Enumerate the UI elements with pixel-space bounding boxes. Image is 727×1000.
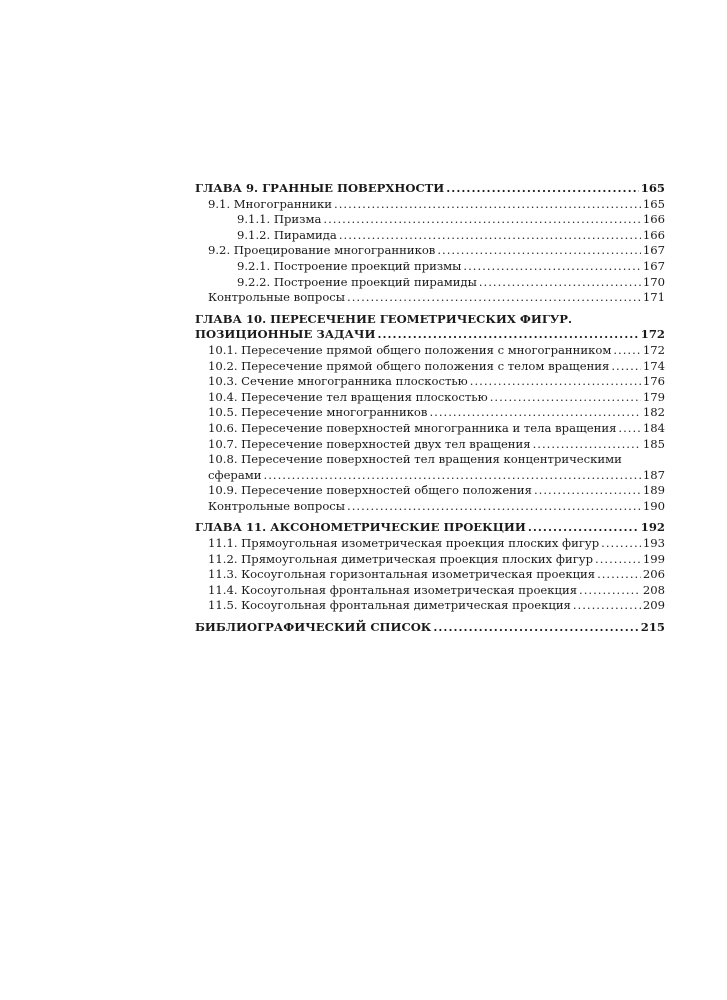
toc-title: 10.5. Пересечение многогранников	[208, 405, 428, 420]
toc-section-10-3	[195, 374, 665, 390]
toc-review-questions-10	[195, 499, 665, 515]
dot-leader	[528, 520, 639, 536]
toc-title: ПОЗИЦИОННЫЕ ЗАДАЧИ	[195, 327, 376, 342]
toc-section-9-2	[195, 243, 665, 259]
dot-leader	[463, 259, 640, 275]
dot-leader	[446, 181, 639, 197]
toc-page-number: 190	[642, 498, 665, 513]
toc-chapter-10-line1: ГЛАВА 10. ПЕРЕСЕЧЕНИЕ ГЕОМЕТРИЧЕСКИХ ФИГУР.	[195, 311, 573, 326]
toc-chapter-10	[195, 327, 665, 343]
toc-section-10-8-line1: 10.8. Пересечение поверхностей тел вращения концентрическими	[208, 452, 622, 467]
toc-page-number: 199	[642, 551, 665, 566]
toc-section-10-1	[195, 343, 665, 359]
toc-title: 10.6. Пересечение поверхностей многогранника и тела вращения	[208, 420, 617, 435]
toc-section-10-4	[195, 390, 665, 406]
dot-leader	[533, 437, 641, 453]
dot-leader	[601, 536, 641, 552]
toc-page-number: 187	[642, 467, 665, 482]
toc-section-11-2	[195, 552, 665, 568]
toc-page-number: 208	[642, 582, 665, 597]
dot-leader	[490, 390, 641, 406]
toc-title: 11.5. Косоугольная фронтальная диметрическая проекция	[208, 598, 571, 613]
toc-section-9-1-2	[195, 228, 665, 244]
toc-page-number: 172	[642, 342, 665, 357]
toc-page-number: 165	[640, 181, 665, 195]
toc-page-number: 185	[642, 436, 665, 451]
toc-section-10-7	[195, 437, 665, 453]
dot-leader	[334, 197, 641, 213]
toc-page-number: 176	[642, 374, 665, 389]
dot-leader	[437, 243, 641, 259]
dot-leader	[347, 499, 641, 515]
toc-section-11-4	[195, 583, 665, 599]
dot-leader	[597, 567, 641, 583]
toc-review-questions-9	[195, 290, 665, 306]
dot-leader	[479, 275, 641, 291]
dot-leader	[347, 290, 641, 306]
toc-title: 10.2. Пересечение прямой общего положения с телом вращения	[208, 358, 610, 373]
dot-leader	[323, 212, 640, 228]
toc-section-9-2-2	[195, 275, 665, 291]
toc-page-number: 172	[640, 327, 665, 342]
dot-leader	[264, 468, 641, 484]
toc-title: 9.1.2. Пирамида	[237, 227, 337, 242]
toc-title: ГЛАВА 11. АКСОНОМЕТРИЧЕСКИЕ ПРОЕКЦИИ	[195, 520, 526, 535]
toc-page-number: 192	[640, 520, 665, 535]
toc-page-number: 179	[642, 389, 665, 404]
toc-chapter-9	[195, 181, 665, 197]
toc-title: Контрольные вопросы	[208, 290, 346, 305]
toc-title: ГЛАВА 9. ГРАННЫЕ ПОВЕРХНОСТИ	[195, 181, 445, 195]
toc-section-10-2	[195, 359, 665, 375]
dot-leader	[579, 583, 641, 599]
toc-title: 9.2.1. Построение проекций призмы	[237, 258, 462, 273]
toc-title: 10.9. Пересечение поверхностей общего положения	[208, 483, 532, 498]
toc-title: 9.2. Проецирование многогранников	[208, 243, 436, 258]
dot-leader	[534, 483, 641, 499]
toc-title: 10.7. Пересечение поверхностей двух тел вращения	[208, 436, 531, 451]
toc-section-10-5	[195, 405, 665, 421]
toc-title: 10.4. Пересечение тел вращения плоскостью	[208, 389, 488, 404]
toc-page-number: 170	[642, 274, 665, 289]
toc-page-number: 206	[642, 567, 665, 582]
toc-page-number: 167	[642, 243, 665, 258]
toc-page-number: 184	[642, 420, 665, 435]
dot-leader	[613, 343, 641, 359]
toc-title: 10.1. Пересечение прямой общего положения с многогранником	[208, 342, 612, 357]
toc-page-number: 166	[642, 227, 665, 242]
toc-section-9-1	[195, 197, 665, 213]
toc-section-9-1-1	[195, 212, 665, 228]
dot-leader	[611, 359, 641, 375]
toc-page-number: 174	[642, 358, 665, 373]
toc-title: 11.1. Прямоугольная изометрическая проекция плоских фигур	[208, 536, 600, 551]
dot-leader	[470, 374, 641, 390]
toc-title: 11.2. Прямоугольная диметрическая проекция плоских фигур	[208, 551, 594, 566]
toc-section-11-5	[195, 598, 665, 614]
toc-title: БИБЛИОГРАФИЧЕСКИЙ СПИСОК	[195, 620, 432, 635]
toc-page-number: 167	[642, 258, 665, 273]
toc-title: сферами	[208, 467, 262, 482]
toc-section-11-1	[195, 536, 665, 552]
toc-section-10-8	[195, 468, 665, 484]
toc-title: 10.3. Сечение многогранника плоскостью	[208, 374, 468, 389]
toc-chapter-11	[195, 520, 665, 536]
dot-leader	[595, 552, 641, 568]
toc-page-number: 215	[640, 620, 665, 635]
toc-page-number: 189	[642, 483, 665, 498]
dot-leader	[618, 421, 640, 437]
toc-section-9-2-1	[195, 259, 665, 275]
toc-title: 9.1.1. Призма	[237, 212, 322, 227]
toc-section-10-9	[195, 483, 665, 499]
dot-leader	[433, 620, 638, 636]
dot-leader	[339, 228, 641, 244]
toc-section-11-3	[195, 567, 665, 583]
toc-page-number: 165	[642, 196, 665, 211]
toc-page-number: 166	[642, 212, 665, 227]
dot-leader	[377, 327, 638, 343]
toc-title: 11.3. Косоугольная горизонтальная изометрическая проекция	[208, 567, 596, 582]
toc-page-number: 171	[642, 290, 665, 305]
dot-leader	[429, 405, 640, 421]
toc-page-number: 182	[642, 405, 665, 420]
toc-page-number: 193	[642, 536, 665, 551]
toc-title: 9.2.2. Построение проекций пирамиды	[237, 274, 477, 289]
toc-page-number: 209	[642, 598, 665, 613]
toc-section-10-6	[195, 421, 665, 437]
toc-title: 9.1. Многогранники	[208, 196, 333, 211]
toc-bibliography	[195, 620, 665, 636]
dot-leader	[573, 598, 641, 614]
toc-title: 11.4. Косоугольная фронтальная изометрическая проекция	[208, 582, 578, 597]
table-of-contents	[195, 181, 665, 636]
toc-title: Контрольные вопросы	[208, 498, 346, 513]
